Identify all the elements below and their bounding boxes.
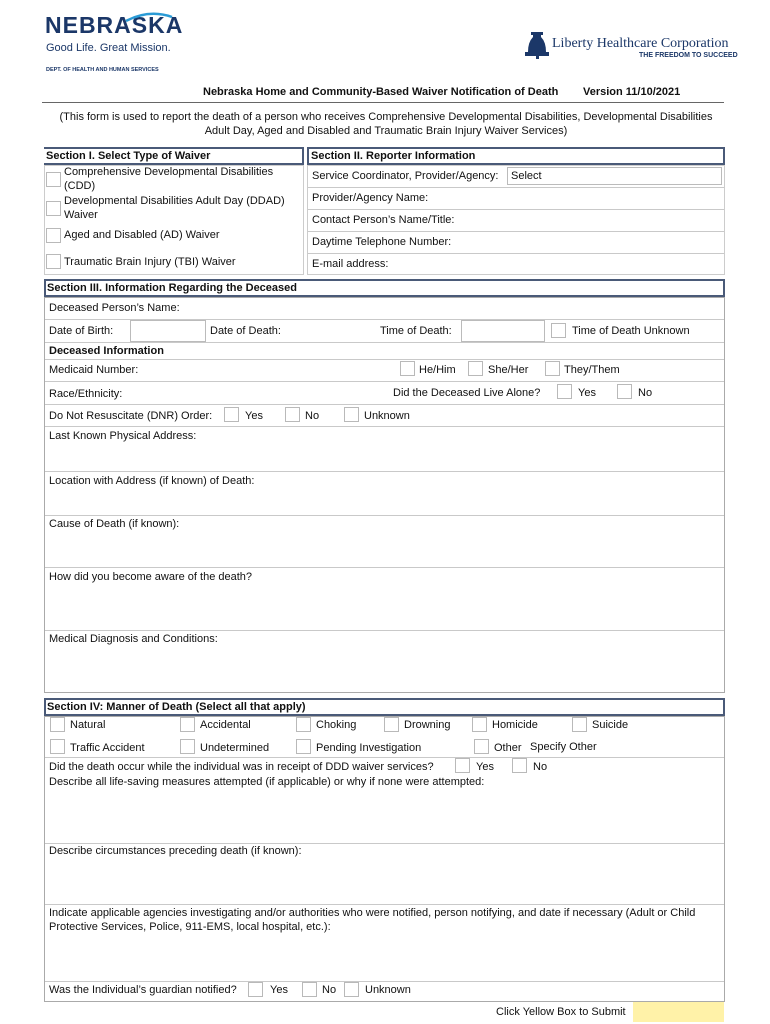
tod-unknown-label: Time of Death Unknown (572, 325, 690, 337)
manner-other-label: Other (494, 742, 522, 754)
manner-accidental-checkbox[interactable] (180, 717, 195, 732)
row-divider (308, 187, 724, 188)
diagnosis-field[interactable] (46, 647, 723, 691)
row-divider (45, 381, 724, 382)
section-3-heading: Section III. Information Regarding the Deceased (47, 282, 297, 294)
ddd-yes-label: Yes (476, 761, 494, 773)
dob-field[interactable] (130, 320, 206, 342)
manner-natural-label: Natural (70, 719, 106, 731)
email-field[interactable] (395, 255, 722, 273)
ddd-yes-checkbox[interactable] (455, 758, 470, 773)
pronoun-they-label: They/Them (564, 364, 620, 376)
row-divider (308, 231, 724, 232)
manner-choking-checkbox[interactable] (296, 717, 311, 732)
aware-label: How did you become aware of the death? (49, 571, 253, 583)
row-divider (45, 359, 724, 360)
specify-other-field[interactable] (527, 738, 723, 756)
race-label: Race/Ethnicity: (49, 388, 123, 400)
pronoun-she-label: She/Her (488, 364, 529, 376)
liberty-logo-name: Liberty Healthcare Corporation (552, 36, 729, 51)
dnr-unknown-checkbox[interactable] (344, 407, 359, 422)
guardian-unknown-label: Unknown (365, 984, 411, 996)
waiver-ad-label: Aged and Disabled (AD) Waiver (64, 229, 220, 241)
row-divider (45, 757, 724, 758)
cause-field[interactable] (46, 532, 723, 566)
lifesaving-field[interactable] (46, 790, 723, 842)
agencies-label: Indicate applicable agencies investigating and/or authorities who were notified, person notifying, and date if necessary (Adult or Child Protective Services, Police, 911-EMS, local hospital, etc.): (49, 907, 696, 933)
section-4-heading: Section IV: Manner of Death (Select all that apply) (47, 701, 306, 713)
dnr-label: Do Not Resuscitate (DNR) Order: (49, 410, 213, 422)
row-divider (45, 426, 724, 427)
live-alone-yes-label: Yes (578, 387, 596, 399)
manner-other-checkbox[interactable] (474, 739, 489, 754)
contact-name-field[interactable] (464, 211, 722, 229)
email-label: E-mail address: (312, 258, 389, 270)
coordinator-select-value: Select (511, 170, 542, 182)
location-label: Location with Address (if known) of Death: (49, 475, 255, 487)
row-divider (308, 209, 724, 210)
manner-traffic-checkbox[interactable] (50, 739, 65, 754)
row-divider (45, 404, 724, 405)
manner-drowning-label: Drowning (404, 719, 451, 731)
submit-button[interactable] (633, 1002, 724, 1022)
cause-label: Cause of Death (if known): (49, 518, 180, 530)
nebraska-logo-dept: DEPT. OF HEALTH AND HUMAN SERVICES (46, 67, 159, 73)
live-alone-label: Did the Deceased Live Alone? (393, 387, 541, 399)
manner-undetermined-checkbox[interactable] (180, 739, 195, 754)
liberty-bell-icon (524, 28, 550, 60)
manner-homicide-checkbox[interactable] (472, 717, 487, 732)
nebraska-logo-title: NEBRASKA (45, 12, 184, 38)
form-title: Nebraska Home and Community-Based Waiver Notification of Death (203, 86, 559, 98)
address-label: Last Known Physical Address: (49, 430, 197, 442)
manner-traffic-label: Traffic Accident (70, 742, 145, 754)
dod-label: Date of Death: (210, 325, 281, 337)
tod-field[interactable] (461, 320, 545, 342)
manner-pending-checkbox[interactable] (296, 739, 311, 754)
ddd-no-checkbox[interactable] (512, 758, 527, 773)
circumstances-field[interactable] (46, 859, 723, 903)
guardian-no-label: No (322, 984, 337, 996)
guardian-unknown-checkbox[interactable] (344, 982, 359, 997)
row-divider (45, 471, 724, 472)
liberty-logo-tagline: THE FREEDOM TO SUCCEED (639, 52, 738, 59)
row-divider (45, 515, 724, 516)
location-field[interactable] (46, 488, 723, 514)
row-divider (45, 630, 724, 631)
deceased-name-field[interactable] (186, 299, 722, 317)
nebraska-logo-tagline: Good Life. Great Mission. (46, 42, 171, 54)
waiver-cdd-label-2: (CDD) (64, 180, 96, 192)
manner-suicide-checkbox[interactable] (572, 717, 587, 732)
deceased-info-heading: Deceased Information (49, 345, 164, 357)
pronoun-he-checkbox[interactable] (400, 361, 415, 376)
submit-instruction: Click Yellow Box to Submit (496, 1006, 626, 1018)
waiver-ddad-label: Developmental Disabilities Adult Day (DDAD) (64, 195, 285, 207)
waiver-cdd-label: Comprehensive Developmental Disabilities (64, 166, 274, 178)
agencies-field[interactable] (46, 936, 723, 980)
title-underline (42, 102, 724, 103)
guardian-yes-label: Yes (270, 984, 288, 996)
coordinator-label: Service Coordinator, Provider/Agency: (312, 170, 499, 182)
guardian-yes-checkbox[interactable] (248, 982, 263, 997)
manner-undetermined-label: Undetermined (200, 742, 270, 754)
dnr-unknown-label: Unknown (364, 410, 410, 422)
manner-homicide-label: Homicide (492, 719, 538, 731)
row-divider (45, 843, 724, 844)
waiver-cdd-checkbox[interactable] (46, 172, 61, 187)
coordinator-select[interactable] (507, 167, 722, 185)
row-divider (308, 253, 724, 254)
manner-natural-checkbox[interactable] (50, 717, 65, 732)
dnr-yes-checkbox[interactable] (224, 407, 239, 422)
section-1-heading: Section I. Select Type of Waiver (46, 150, 211, 162)
manner-choking-label: Choking (316, 719, 357, 731)
pronoun-he-label: He/Him (419, 364, 456, 376)
contact-name-label: Contact Person’s Name/Title: (312, 214, 455, 226)
phone-label: Daytime Telephone Number: (312, 236, 452, 248)
form-version: Version 11/10/2021 (583, 86, 681, 98)
waiver-tbi-label: Traumatic Brain Injury (TBI) Waiver (64, 256, 236, 268)
tod-unknown-checkbox[interactable] (551, 323, 566, 338)
agency-name-field[interactable] (440, 189, 722, 207)
ddd-question-label: Did the death occur while the individual was in receipt of DDD waiver services? (49, 761, 434, 773)
waiver-ad-checkbox[interactable] (46, 228, 61, 243)
row-divider (45, 567, 724, 568)
waiver-ddad-checkbox[interactable] (46, 201, 61, 216)
row-divider (45, 904, 724, 905)
guardian-no-checkbox[interactable] (302, 982, 317, 997)
pronoun-they-checkbox[interactable] (545, 361, 560, 376)
dob-label: Date of Birth: (49, 325, 114, 337)
form-intro: (This form is used to report the death of a person who receives Comprehensive Developmental Disabilities, Developmental Disabilities Adult Day, Aged and Disabled and Traumatic Brain Injury Waiver Services) (59, 111, 713, 137)
specify-other-text: Specify Other (530, 741, 597, 753)
section-2-heading: Section II. Reporter Information (311, 150, 476, 162)
circumstances-label: Describe circumstances preceding death (if known): (49, 845, 302, 857)
race-field[interactable] (128, 384, 386, 402)
agency-name-label: Provider/Agency Name: (312, 192, 429, 204)
row-divider (45, 342, 724, 343)
dnr-no-label: No (305, 410, 320, 422)
ddd-no-label: No (533, 761, 548, 773)
aware-field[interactable] (46, 585, 723, 629)
deceased-name-label: Deceased Person’s Name: (49, 302, 180, 314)
dnr-no-checkbox[interactable] (285, 407, 300, 422)
nebraska-swoosh-icon (124, 11, 174, 25)
live-alone-yes-checkbox[interactable] (557, 384, 572, 399)
lifesaving-label: Describe all life-saving measures attempted (if applicable) or why if none were attempted: (49, 776, 485, 788)
medicaid-field[interactable] (146, 361, 392, 379)
waiver-ddad-label-2: Waiver (64, 209, 98, 221)
pronoun-she-checkbox[interactable] (468, 361, 483, 376)
dnr-yes-label: Yes (245, 410, 263, 422)
dod-field[interactable] (287, 320, 377, 342)
manner-pending-label: Pending Investigation (316, 742, 422, 754)
address-field[interactable] (46, 443, 723, 470)
guardian-label: Was the Individual’s guardian notified? (49, 984, 237, 996)
diagnosis-label: Medical Diagnosis and Conditions: (49, 633, 218, 645)
manner-accidental-label: Accidental (200, 719, 251, 731)
live-alone-no-label: No (638, 387, 653, 399)
row-divider (45, 981, 724, 982)
tod-label: Time of Death: (380, 325, 452, 337)
manner-suicide-label: Suicide (592, 719, 629, 731)
phone-field[interactable] (464, 233, 722, 251)
live-alone-no-checkbox[interactable] (617, 384, 632, 399)
waiver-tbi-checkbox[interactable] (46, 254, 61, 269)
medicaid-label: Medicaid Number: (49, 364, 139, 376)
manner-drowning-checkbox[interactable] (384, 717, 399, 732)
